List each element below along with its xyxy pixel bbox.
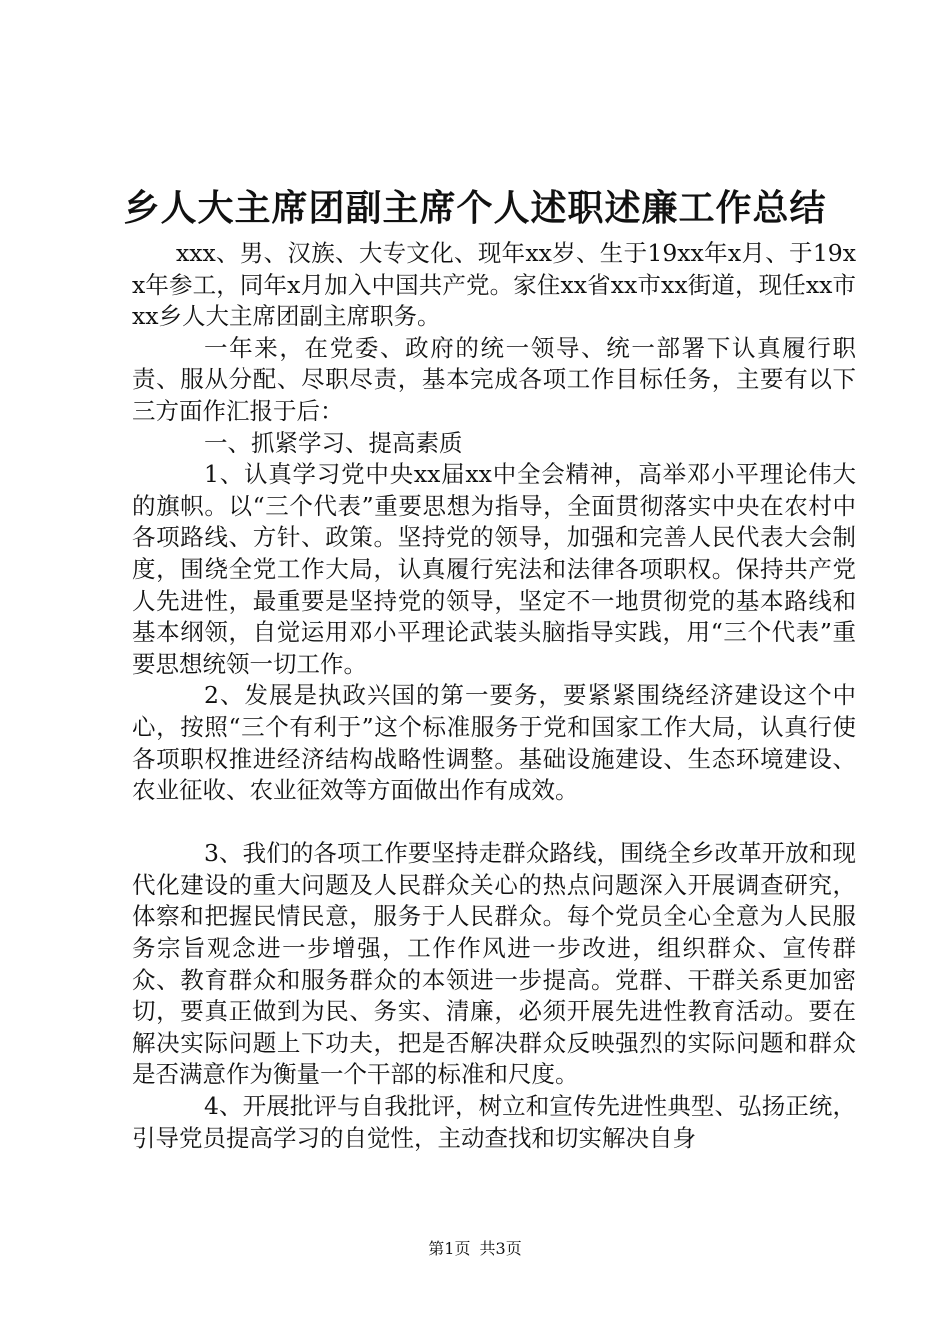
blank-line	[132, 807, 856, 839]
page-total: 共3页	[479, 1239, 522, 1258]
paragraph-intro: xxx、男、汉族、大专文化、现年xx岁、生于19xx年x月、于19xx年参工，同年x月加入中国共产党。家住xx省xx市xx街道，现任xx市xx乡人大主席团副主席职务。	[132, 239, 856, 331]
paragraph-item-2: 2、发展是执政兴国的第一要务，要紧紧围绕经济建设这个中心，按照“三个有利于”这个标准服务于党和国家工作大局，认真行使各项职权推进经济结构战略性调整。基础设施建设、生态环境建设、农业征收、农业征效等方面做出作有成效。	[132, 681, 856, 805]
page-number: 第1页	[428, 1239, 471, 1258]
paragraph-summary: 一年来，在党委、政府的统一领导、统一部署下认真履行职责、服从分配、尽职尽责，基本完成各项工作目标任务，主要有以下三方面作汇报于后：	[132, 333, 856, 425]
paragraph-item-4: 4、开展批评与自我批评，树立和宣传先进性典型、弘扬正统，引导党员提高学习的自觉性，主动查找和切实解决自身	[132, 1092, 856, 1152]
document-title: 乡人大主席团副主席个人述职述廉工作总结	[123, 187, 827, 229]
page-footer	[0, 1238, 950, 1260]
document-body	[132, 238, 856, 1154]
paragraph-item-3: 3、我们的各项工作要坚持走群众路线，围绕全乡改革开放和现代化建设的重大问题及人民群众关心的热点问题深入开展调查研究，体察和把握民情民意，服务于人民群众。每个党员全心全意为人民服务宗旨观念进一步增强，工作作风进一步改进，组织群众、宣传群众、教育群众和服务群众的本领进一步提高。党群、干群关系更加密切，要真正做到为民、务实、清廉，必须开展先进性教育活动。要在解决实际问题上下功夫，把是否解决群众反映强烈的实际问题和群众是否满意作为衡量一个干部的标准和尺度。	[132, 839, 856, 1089]
paragraph-item-1: 1、认真学习党中央xx届xx中全会精神，高举邓小平理论伟大的旗帜。以“三个代表”重要思想为指导，全面贯彻落实中央在农村中各项路线、方针、政策。坚持党的领导，加强和完善人民代表大会制度，围绕全党工作大局，认真履行宪法和法律各项职权。保持共产党人先进性，最重要是坚持党的领导，坚定不一地贯彻党的基本路线和基本纲领，自觉运用邓小平理论武装头脑指导实践，用“三个代表”重要思想统领一切工作。	[132, 460, 856, 678]
section-heading: 一、抓紧学习、提高素质	[204, 428, 463, 457]
